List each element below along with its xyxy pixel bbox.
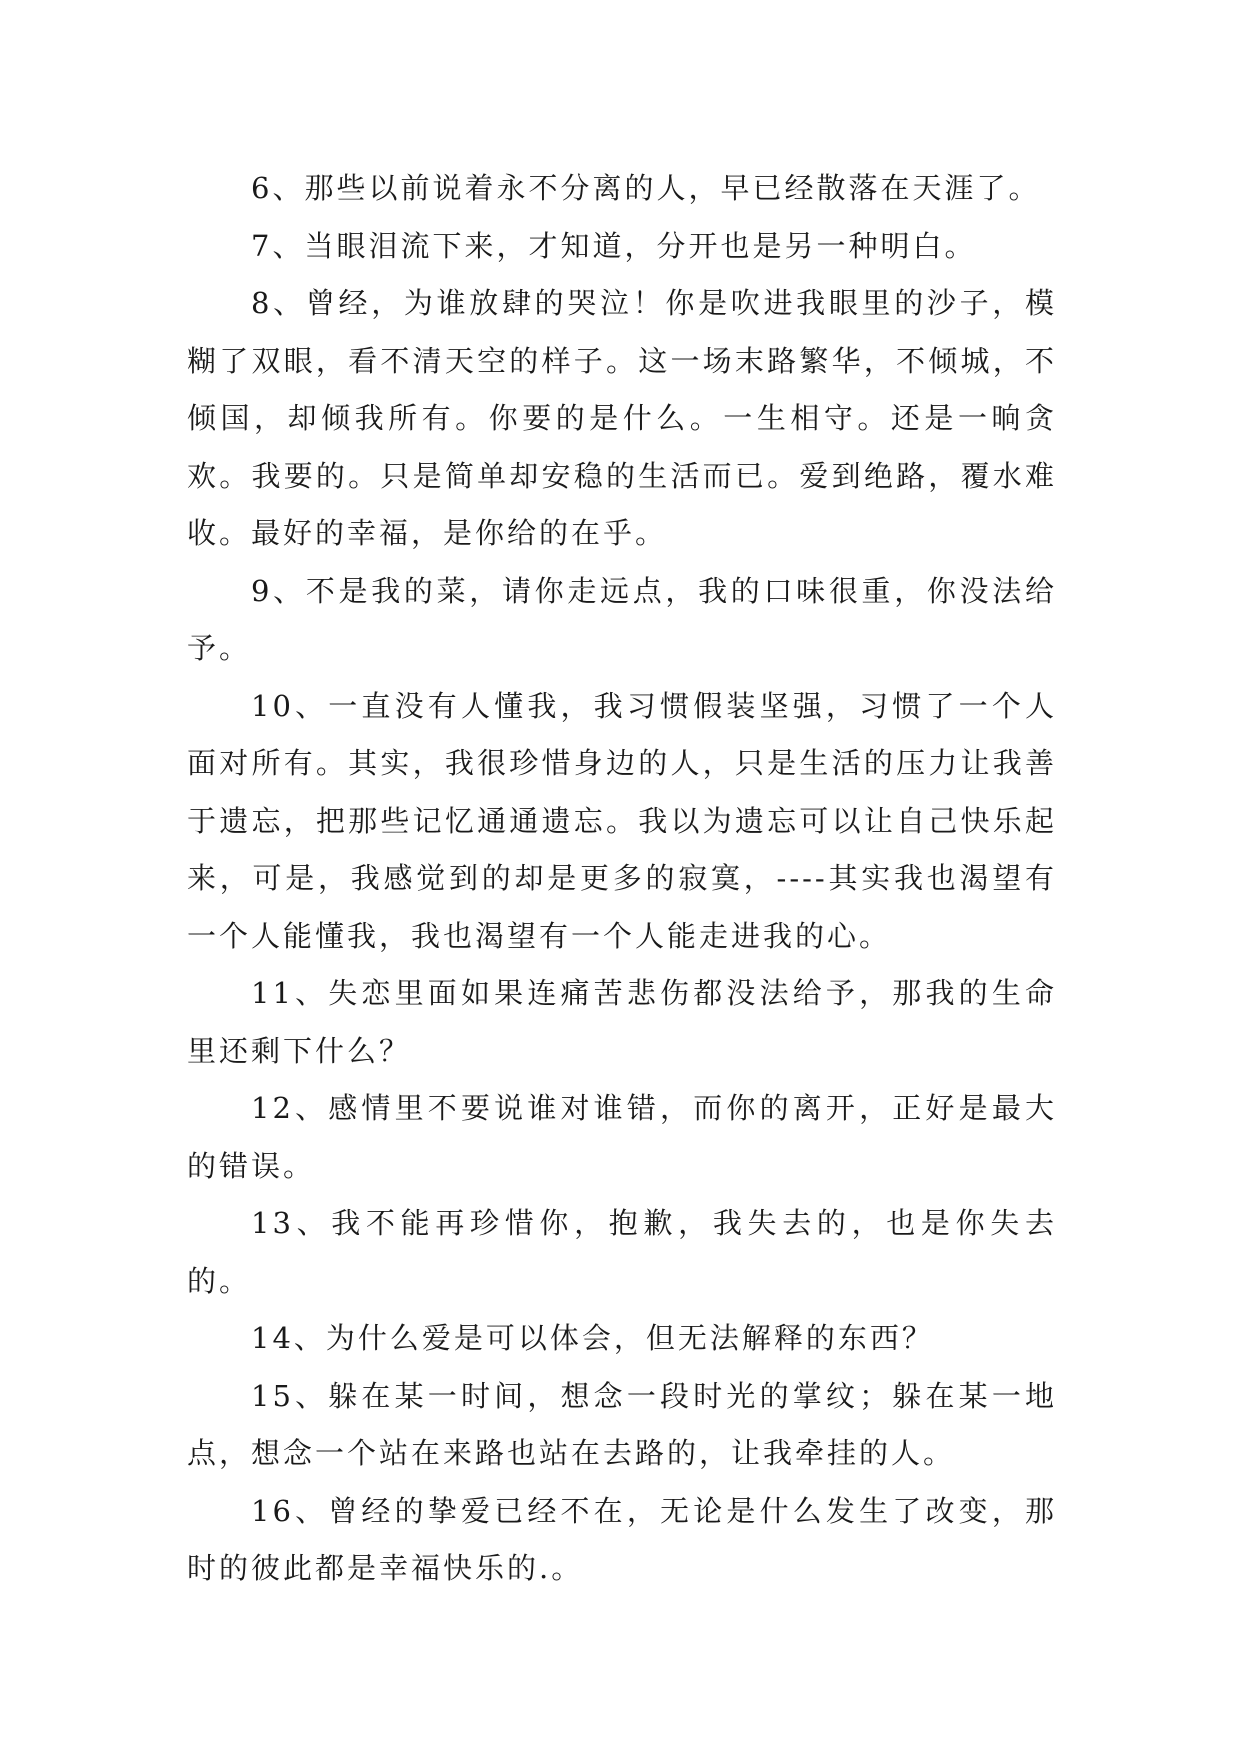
paragraph-6: 6、那些以前说着永不分离的人，早已经散落在天涯了。 xyxy=(251,171,1041,205)
paragraph-14: 14、为什么爱是可以体会，但无法解释的东西？ xyxy=(251,1321,934,1355)
paragraph-10: 10、一直没有人懂我，我习惯假装坚强，习惯了一个人面对所有。其实，我很珍惜身边的人，只是生活的压力让我善于遗忘，把那些记忆通通遗忘。我以为遗忘可以让自己快乐起来，可是，我感觉到的却是更多的寂寞，----其实我也渴望有一个人能懂我，我也渴望有一个人能走进我的心。 xyxy=(187,688,1057,953)
paragraph-7: 7、当眼泪流下来，才知道，分开也是另一种明白。 xyxy=(251,228,977,263)
paragraph-15: 15、躲在某一时间，想念一段时光的掌纹；躲在某一地点，想念一个站在来路也站在去路的，让我牵挂的人。 xyxy=(187,1378,1057,1470)
paragraph-13: 13、我不能再珍惜你，抱歉，我失去的，也是你失去的。 xyxy=(187,1206,1057,1298)
paragraph-11: 11、失恋里面如果连痛苦悲伤都没法给予，那我的生命里还剩下什么？ xyxy=(187,976,1057,1068)
paragraph-12: 12、感情里不要说谁对谁错，而你的离开，正好是最大的错误。 xyxy=(187,1091,1057,1183)
paragraph-9: 9、不是我的菜，请你走远点，我的口味很重，你没法给予。 xyxy=(187,573,1057,665)
paragraph-8: 8、曾经，为谁放肆的哭泣！你是吹进我眼里的沙子，模糊了双眼，看不清天空的样子。这一场末路繁华，不倾城，不倾国，却倾我所有。你要的是什么。一生相守。还是一晌贪欢。我要的。只是简单却安稳的生活而已。爱到绝路，覆水难收。最好的幸福，是你给的在乎。 xyxy=(187,286,1057,550)
document-body xyxy=(187,160,1057,1598)
paragraph-16: 16、曾经的挚爱已经不在，无论是什么发生了改变，那时的彼此都是幸福快乐的.。 xyxy=(187,1493,1057,1585)
